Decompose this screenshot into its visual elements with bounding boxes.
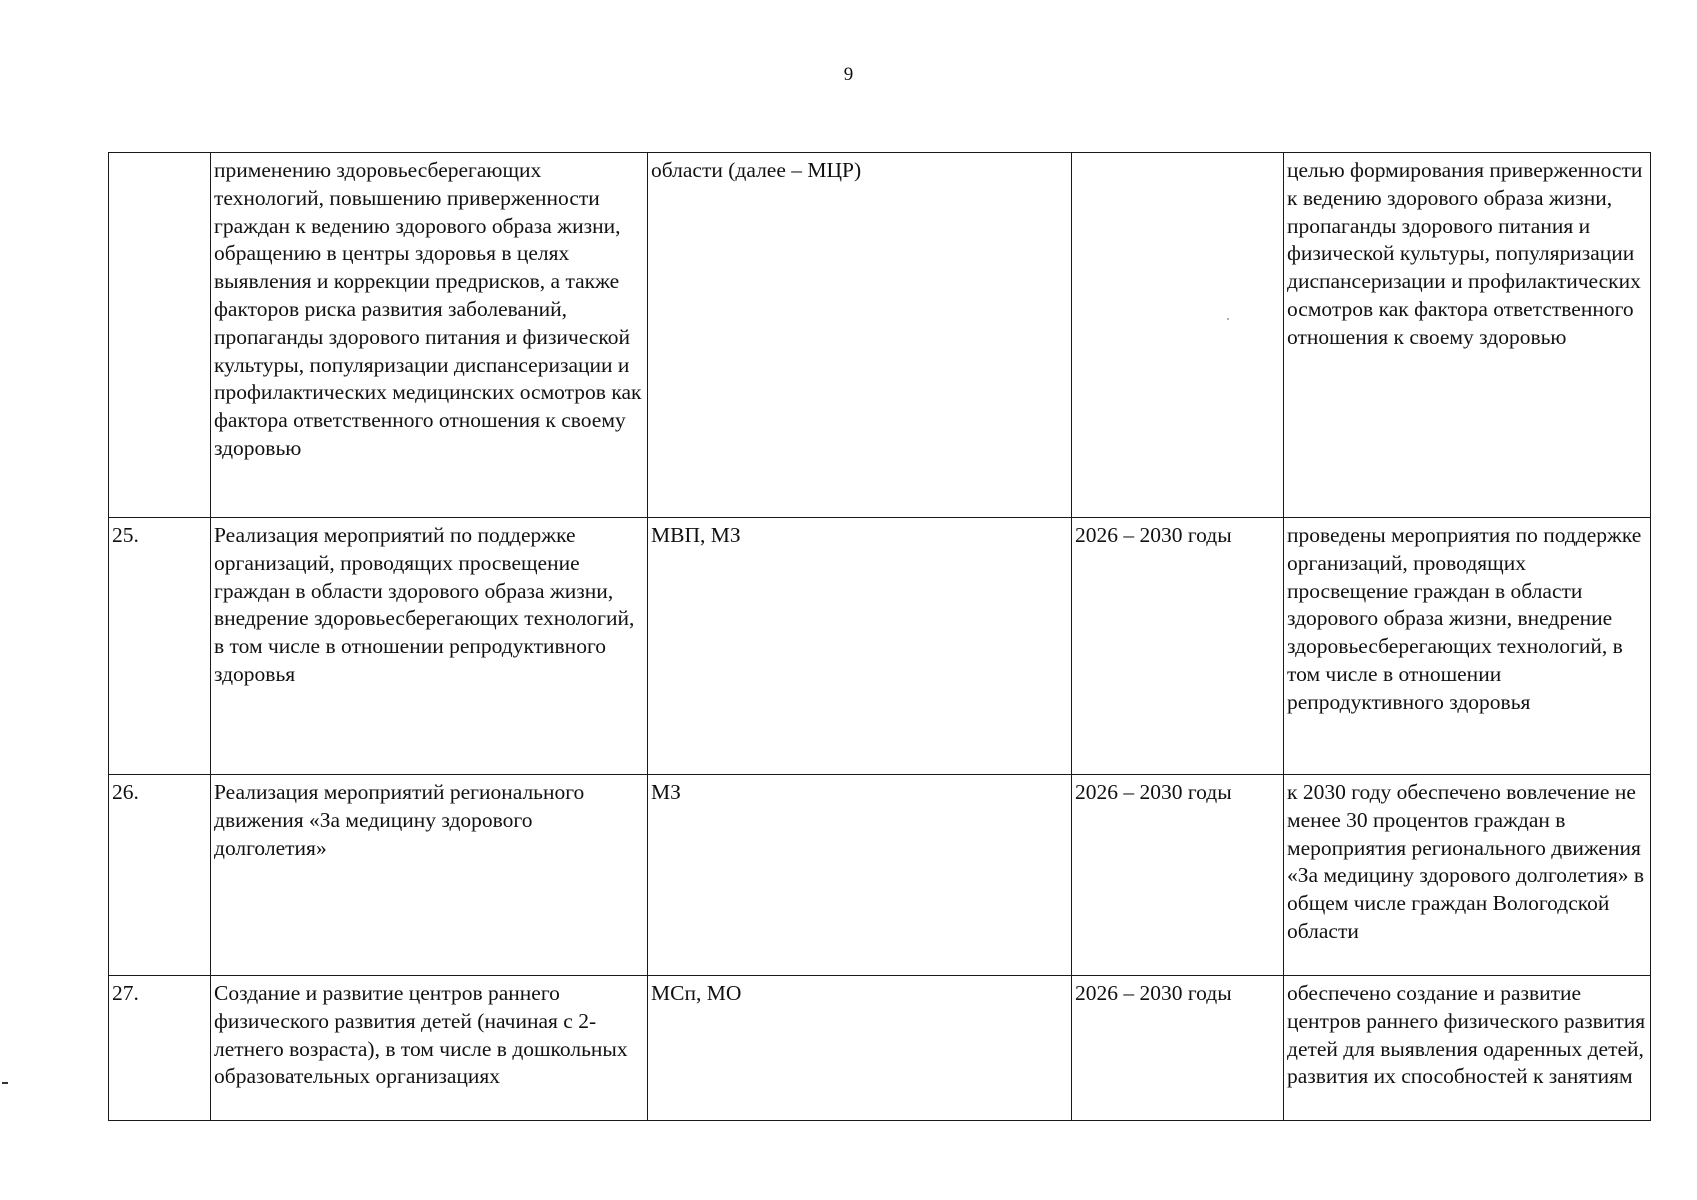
row-number-cell: 25. [109, 518, 211, 775]
table-row-26 [109, 775, 1651, 976]
row-number-cell: 27. [109, 976, 211, 1121]
term-cell [1072, 153, 1284, 518]
result-cell: обеспечено создание и развитие центров раннего физического развития детей для выявления одаренных детей, развития их способностей к занятиям [1284, 976, 1651, 1121]
term-cell: 2026 – 2030 годы [1072, 775, 1284, 976]
term-cell: 2026 – 2030 годы [1072, 518, 1284, 775]
measure-name-cell: Реализация мероприятий по поддержке организаций, проводящих просвещение граждан в области здорового образа жизни, внедрение здоровьесберегающих технологий, в том числе в отношении репродуктивного здоровья [211, 518, 648, 775]
table-row-27 [109, 976, 1651, 1121]
measure-name-cell: применению здоровьесберегающих технологий, повышению приверженности граждан к ведению здорового образа жизни, обращению в центры здоровья в целях выявления и коррекции предрисков, а также факторов риска развития заболеваний, пропаганды здорового питания и физической культуры, популяризации диспансеризации и профилактических медицинских осмотров как фактора ответственного отношения к своему здоровью [211, 153, 648, 518]
measures-table [108, 152, 1651, 1121]
result-cell: к 2030 году обеспечено вовлечение не менее 30 процентов граждан в мероприятия регионального движения «За медицину здорового долголетия» в общем числе граждан Вологодской области [1284, 775, 1651, 976]
measure-name-cell: Создание и развитие центров раннего физического развития детей (начиная с 2-летнего возраста), в том числе в дошкольных образовательных организациях [211, 976, 648, 1121]
table-row-25 [109, 518, 1651, 775]
responsible-cell: области (далее – МЦР) [648, 153, 1072, 518]
responsible-cell: МВП, МЗ [648, 518, 1072, 775]
table-row-continued [109, 153, 1651, 518]
row-number-cell: 26. [109, 775, 211, 976]
scan-speck [1227, 318, 1229, 320]
row-number-cell [109, 153, 211, 518]
responsible-cell: МЗ [648, 775, 1072, 976]
page-number: 9 [843, 64, 854, 85]
term-cell: 2026 – 2030 годы [1072, 976, 1284, 1121]
measure-name-cell: Реализация мероприятий регионального движения «За медицину здорового долголетия» [211, 775, 648, 976]
margin-dash-mark [2, 1082, 8, 1084]
result-cell: целью формирования приверженности к ведению здорового образа жизни, пропаганды здорового питания и физической культуры, популяризации диспансеризации и профилактических осмотров как фактора ответственного отношения к своему здоровью [1284, 153, 1651, 518]
result-cell: проведены мероприятия по поддержке организаций, проводящих просвещение граждан в области здорового образа жизни, внедрение здоровьесберегающих технологий, в том числе в отношении репродуктивного здоровья [1284, 518, 1651, 775]
responsible-cell: МСп, МО [648, 976, 1072, 1121]
